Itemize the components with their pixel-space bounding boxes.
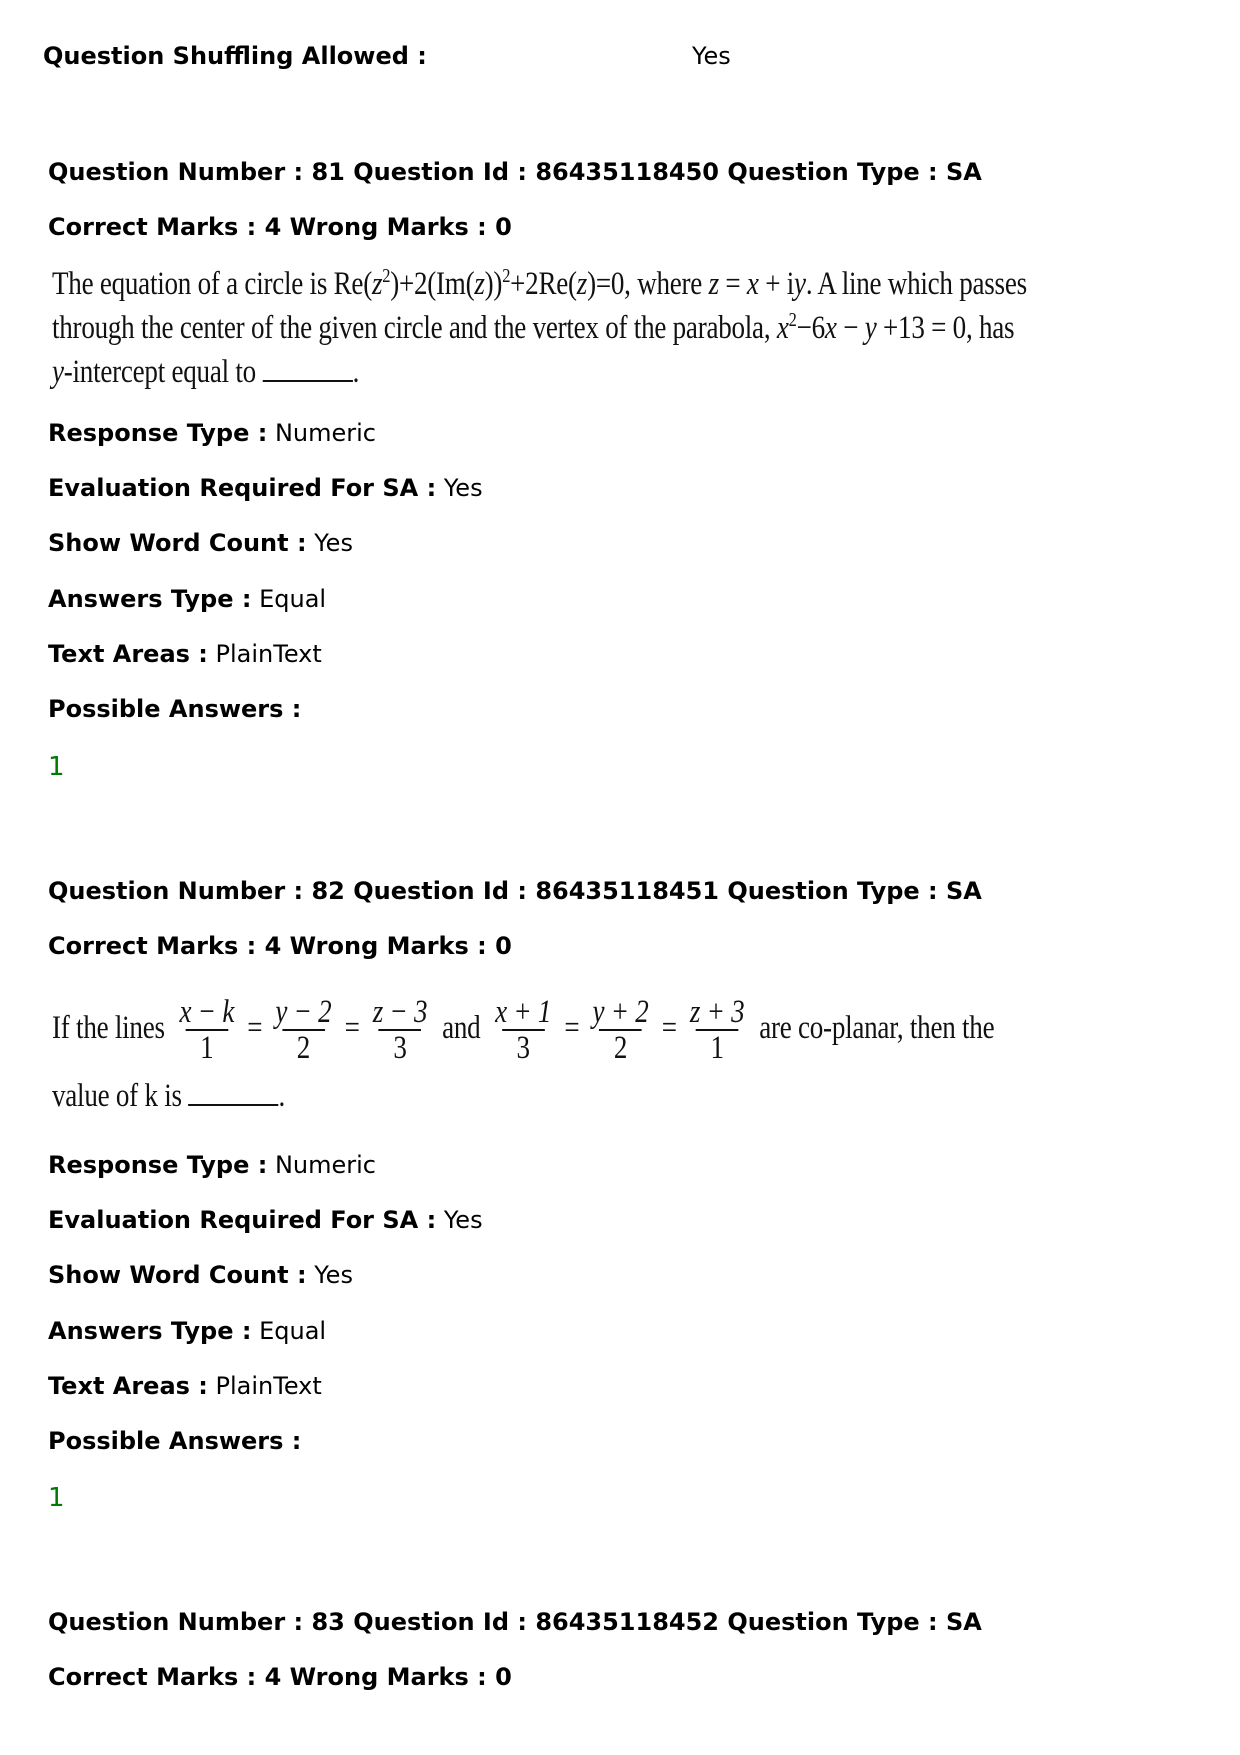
field-show-word-count: Show Word Count : Yes	[48, 529, 353, 557]
question-text-image: The equation of a circle is $Re(z^2)+2(Im(z))^2+2Re(z)=0$, where z = x + iy. A line which passes through the center of the given circle and the vertex of the parabola, $x^2-6x - y +13 = 0$, has y-intercept equal to .	[52, 265, 1027, 390]
question-marks: Correct Marks : 4 Wrong Marks : 0	[48, 932, 512, 960]
question-marks: Correct Marks : 4 Wrong Marks : 0	[48, 213, 512, 241]
field-show-word-count: Show Word Count : Yes	[48, 1261, 353, 1289]
field-evaluation-required: Evaluation Required For SA : Yes	[48, 474, 483, 502]
question-text-image: If the lines $\frac{x - k}{1}$ = $\frac{y - 2}{2}$ = $\frac{z - 3}{3}$ and $\frac{x + 1}{3}$ = $\frac{y + 2}{2}$ = $\frac{z + 3}{1}$ are co-planar, then the value of k is .	[52, 994, 995, 1114]
question-header: Question Number : 82 Question Id : 86435118451 Question Type : SA	[48, 877, 982, 905]
answer-blank	[262, 354, 352, 382]
question-header: Question Number : 83 Question Id : 86435118452 Question Type : SA	[48, 1608, 982, 1636]
field-evaluation-required: Evaluation Required For SA : Yes	[48, 1206, 483, 1234]
field-answers-type: Answers Type : Equal	[48, 585, 327, 613]
field-text-areas: Text Areas : PlainText	[48, 1372, 322, 1400]
field-text-areas: Text Areas : PlainText	[48, 640, 322, 668]
possible-answers-label: Possible Answers :	[48, 695, 302, 723]
field-response-type: Response Type : Numeric	[48, 419, 376, 447]
shuffle-value: Yes	[692, 42, 731, 70]
answer-blank	[188, 1078, 278, 1106]
possible-answers-label: Possible Answers :	[48, 1427, 302, 1455]
field-response-type: Response Type : Numeric	[48, 1151, 376, 1179]
question-marks: Correct Marks : 4 Wrong Marks : 0	[48, 1663, 512, 1691]
field-answers-type: Answers Type : Equal	[48, 1317, 327, 1345]
possible-answer: 1	[48, 1483, 65, 1513]
shuffle-label: Question Shuffling Allowed :	[43, 42, 427, 70]
possible-answer: 1	[48, 752, 65, 782]
question-header: Question Number : 81 Question Id : 86435118450 Question Type : SA	[48, 158, 982, 186]
